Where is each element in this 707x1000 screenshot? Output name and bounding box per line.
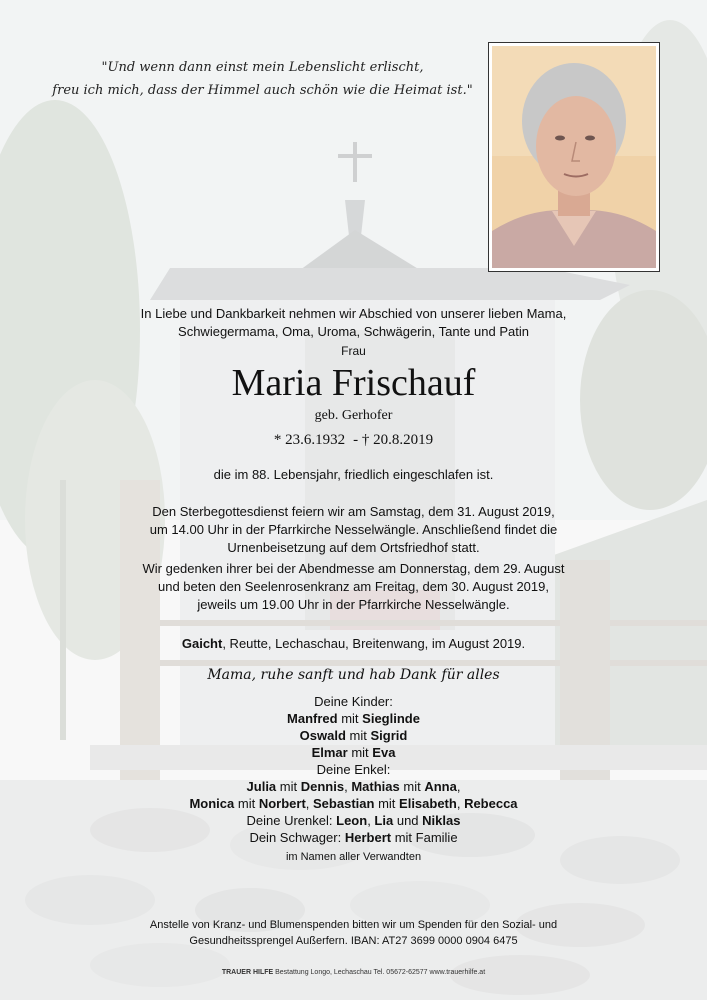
- life-dates: [0, 432, 707, 449]
- age-line: die im 88. Lebensjahr, friedlich eingeschlafen ist.: [213, 467, 494, 482]
- children-label: Deine Kinder:: [314, 694, 393, 709]
- grandchild-name: Rebecca: [464, 796, 518, 811]
- child-row: [0, 710, 707, 727]
- great-grandchildren-label: Deine Urenkel:: [246, 813, 333, 828]
- prayer-line-3: jeweils um 19.00 Uhr in der Pfarrkirche Nesselwängle.: [197, 597, 510, 612]
- with-word: mit: [237, 796, 256, 811]
- mass-line-3: Urnenbeisetzung auf dem Ortsfriedhof statt.: [227, 540, 480, 555]
- family-list: [0, 693, 707, 868]
- child-row: [0, 744, 707, 761]
- brother-in-law-rest: mit Familie: [394, 830, 458, 845]
- child-name: Elmar: [311, 745, 348, 760]
- salutation: Frau: [341, 344, 366, 358]
- with-word: mit: [378, 796, 396, 811]
- grandchild-name: Elisabeth: [399, 796, 457, 811]
- mass-line-1: Den Sterbegottesdienst feiern wir am Samstag, dem 31. August 2019,: [152, 504, 555, 519]
- grandchild-name: Mathias: [351, 779, 400, 794]
- partner-name: Eva: [372, 745, 396, 760]
- grandchild-name: Dennis: [300, 779, 345, 794]
- child-name: Oswald: [299, 728, 346, 743]
- funeral-mass-text: [0, 503, 707, 557]
- grandchildren-row: Julia mit Dennis, Mathias mit Anna,: [246, 779, 461, 794]
- footer-text: Bestattung Longo, Lechaschau Tel. 05672-62577 www.trauerhilfe.at: [275, 969, 486, 976]
- place-date-line: [0, 635, 707, 653]
- prayer-line-1: Wir gedenken ihrer bei der Abendmesse am Donnerstag, dem 29. August: [142, 561, 565, 576]
- quote-line-2: freu ich mich, dass der Himmel auch schön wie die Heimat ist.": [52, 83, 473, 98]
- great-grandchild-name: Niklas: [422, 813, 461, 828]
- grandchild-name: Monica: [189, 796, 235, 811]
- grandchildren-row: Monica mit Norbert, Sebastian mit Elisabeth, Rebecca: [189, 796, 518, 811]
- portrait-image: [492, 46, 656, 268]
- death-date: - † 20.8.2019: [353, 432, 434, 448]
- grandchild-name: Sebastian: [313, 796, 375, 811]
- grandchild-name: Julia: [246, 779, 277, 794]
- intro-text: [0, 305, 707, 341]
- motto: Mama, ruhe sanft und hab Dank für alles: [207, 667, 500, 683]
- with-word: mit: [351, 745, 369, 760]
- intro-line-2: Schwiegermama, Oma, Uroma, Schwägerin, Tante und Patin: [178, 324, 529, 339]
- footer-brand: TRAUER HILFE: [221, 969, 274, 976]
- great-grandchild-name: Lia: [374, 813, 394, 828]
- grandchild-name: Norbert: [258, 796, 306, 811]
- with-word: mit: [341, 711, 359, 726]
- and-word: und: [396, 813, 419, 828]
- closing-line: im Namen aller Verwandten: [285, 851, 422, 863]
- mass-line-2: um 14.00 Uhr in der Pfarrkirche Nesselwängle. Anschließend findet die: [149, 522, 558, 537]
- place-main: Gaicht: [181, 636, 223, 651]
- grandchildren-label: Deine Enkel:: [316, 762, 391, 777]
- donation-line-1: Anstelle von Kranz- und Blumenspenden bitten wir um Spenden für den Sozial- und: [149, 919, 558, 931]
- brother-in-law-label: Dein Schwager:: [249, 830, 342, 845]
- intro-line-1: In Liebe und Dankbarkeit nehmen wir Abschied von unserer lieben Mama,: [140, 306, 567, 321]
- place-rest: , Reutte, Lechaschau, Breitenwang, im August 2019.: [222, 636, 526, 651]
- great-grandchild-name: Leon: [336, 813, 368, 828]
- memorial-quote: [50, 56, 475, 102]
- with-word: mit: [349, 728, 367, 743]
- birth-date: * 23.6.1932: [273, 432, 346, 448]
- child-name: Manfred: [287, 711, 338, 726]
- brother-in-law-row: [0, 829, 707, 846]
- prayer-line-2: und beten den Seelenrosenkranz am Freitag, dem 30. August 2019,: [158, 579, 549, 594]
- quote-line-1: "Und wenn dann einst mein Lebenslicht erlischt,: [101, 60, 424, 75]
- funeral-home-footer: [0, 969, 707, 976]
- child-row: [0, 727, 707, 744]
- donation-note: [0, 917, 707, 949]
- maiden-name: geb. Gerhofer: [314, 408, 393, 423]
- prayer-text: [0, 560, 707, 614]
- deceased-name: Maria Frischauf: [231, 362, 476, 404]
- donation-line-2: Gesundheitssprengel Außerfern. IBAN: AT27 3699 0000 0904 6475: [189, 935, 518, 947]
- brother-in-law-name: Herbert: [344, 830, 392, 845]
- with-word: mit: [403, 779, 421, 794]
- partner-name: Sieglinde: [362, 711, 420, 726]
- great-grandchildren-row: Deine Urenkel: Leon, Lia und Niklas: [246, 813, 461, 828]
- portrait-photo: [488, 42, 660, 272]
- partner-name: Sigrid: [370, 728, 408, 743]
- grandchild-name: Anna: [424, 779, 457, 794]
- with-word: mit: [279, 779, 298, 794]
